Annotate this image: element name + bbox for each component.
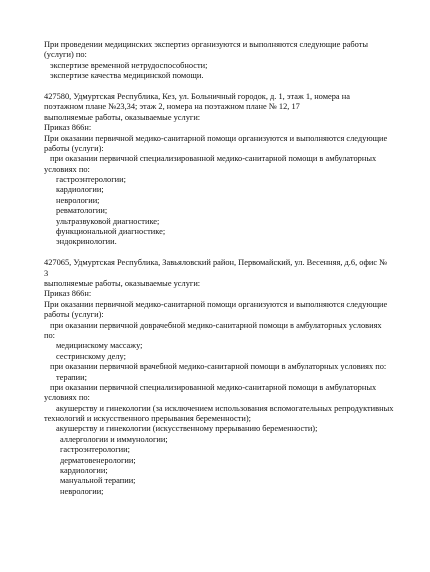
text-line: мануальной терапии; — [60, 476, 136, 486]
text-line: технологий и искусственного прерывания беременности); — [44, 414, 251, 424]
text-line: по: — [44, 330, 55, 340]
section-gap — [44, 248, 394, 258]
text-line: работы (услуги): — [44, 143, 104, 153]
text-line: условиях по: — [44, 393, 90, 403]
text-line: функциональной диагностике; — [56, 227, 166, 237]
text-line: аллергологии и иммунологии; — [60, 434, 168, 444]
text-line: ультразвуковой диагностике; — [56, 216, 160, 226]
text-line: кардиологии; — [56, 185, 104, 195]
text-line: поэтажном плане №23,34; этаж 2, номера на поэтажном плане № 12, 17 — [44, 102, 300, 112]
text-line: кардиологии; — [60, 466, 108, 476]
text-line: ревматологии; — [56, 206, 108, 216]
text-line: при оказании первичной доврачебной медико-санитарной помощи в амбулаторных условиях — [50, 320, 382, 330]
text-line: При проведении медицинских экспертиз организуются и выполняются следующие работы — [44, 40, 368, 49]
document-page — [44, 40, 394, 497]
text-line: При оказании первичной медико-санитарной помощи организуются и выполняются следующие — [44, 299, 388, 309]
text-line: Приказ 866н: — [44, 289, 92, 299]
text-line: Приказ 866н: — [44, 123, 92, 133]
text-line: 427065, Удмуртская Республика, Завьяловский район, Первомайский, ул. Весенняя, д.6, офис № — [44, 258, 388, 268]
text-line: При оказании первичной медико-санитарной помощи организуются и выполняются следующие — [44, 133, 388, 143]
text-line: экспертизе временной нетрудоспособности; — [50, 60, 208, 70]
text-line: выполняемые работы, оказываемые услуги: — [44, 278, 201, 288]
text-line: неврологии; — [56, 195, 100, 205]
text-line: сестринскому делу; — [56, 351, 126, 361]
text-line: при оказании первичной специализированной медико-санитарной помощи в амбулаторных — [50, 382, 377, 392]
text-line: терапии; — [56, 372, 87, 382]
text-line: выполняемые работы, оказываемые услуги: — [44, 112, 201, 122]
text-line: при оказании первичной врачебной медико-санитарной помощи в амбулаторных условиях по: — [50, 362, 387, 372]
text-line: эндокринологии. — [56, 237, 117, 247]
text-line: акушерству и гинекологии (за исключением использования вспомогательных репродуктивных — [56, 403, 394, 413]
text-line: 3 — [44, 268, 49, 278]
text-line: экспертизе качества медицинской помощи. — [50, 71, 204, 81]
document-section — [44, 258, 394, 497]
text-line: медицинскому массажу; — [56, 341, 143, 351]
text-line: (услуги) по: — [44, 50, 87, 60]
document-section — [44, 40, 394, 82]
text-line: условиях по: — [44, 164, 90, 174]
text-line: неврологии; — [60, 486, 104, 496]
text-line: работы (услуги): — [44, 310, 104, 320]
text-line: гастроэнтерологии; — [56, 175, 126, 185]
text-line: дерматовенерологии; — [60, 455, 136, 465]
text-line: 427580, Удмуртская Республика, Кез, ул. Больничный городок, д. 1, этаж 1, номера на — [44, 91, 350, 101]
text-line: гастроэнтерологии; — [60, 445, 130, 455]
document-section — [44, 92, 394, 248]
text-line: при оказании первичной специализированной медико-санитарной помощи в амбулаторных — [50, 154, 377, 164]
text-line: акушерству и гинекологии (искусственному прерыванию беременности); — [56, 424, 318, 434]
section-gap — [44, 82, 394, 92]
